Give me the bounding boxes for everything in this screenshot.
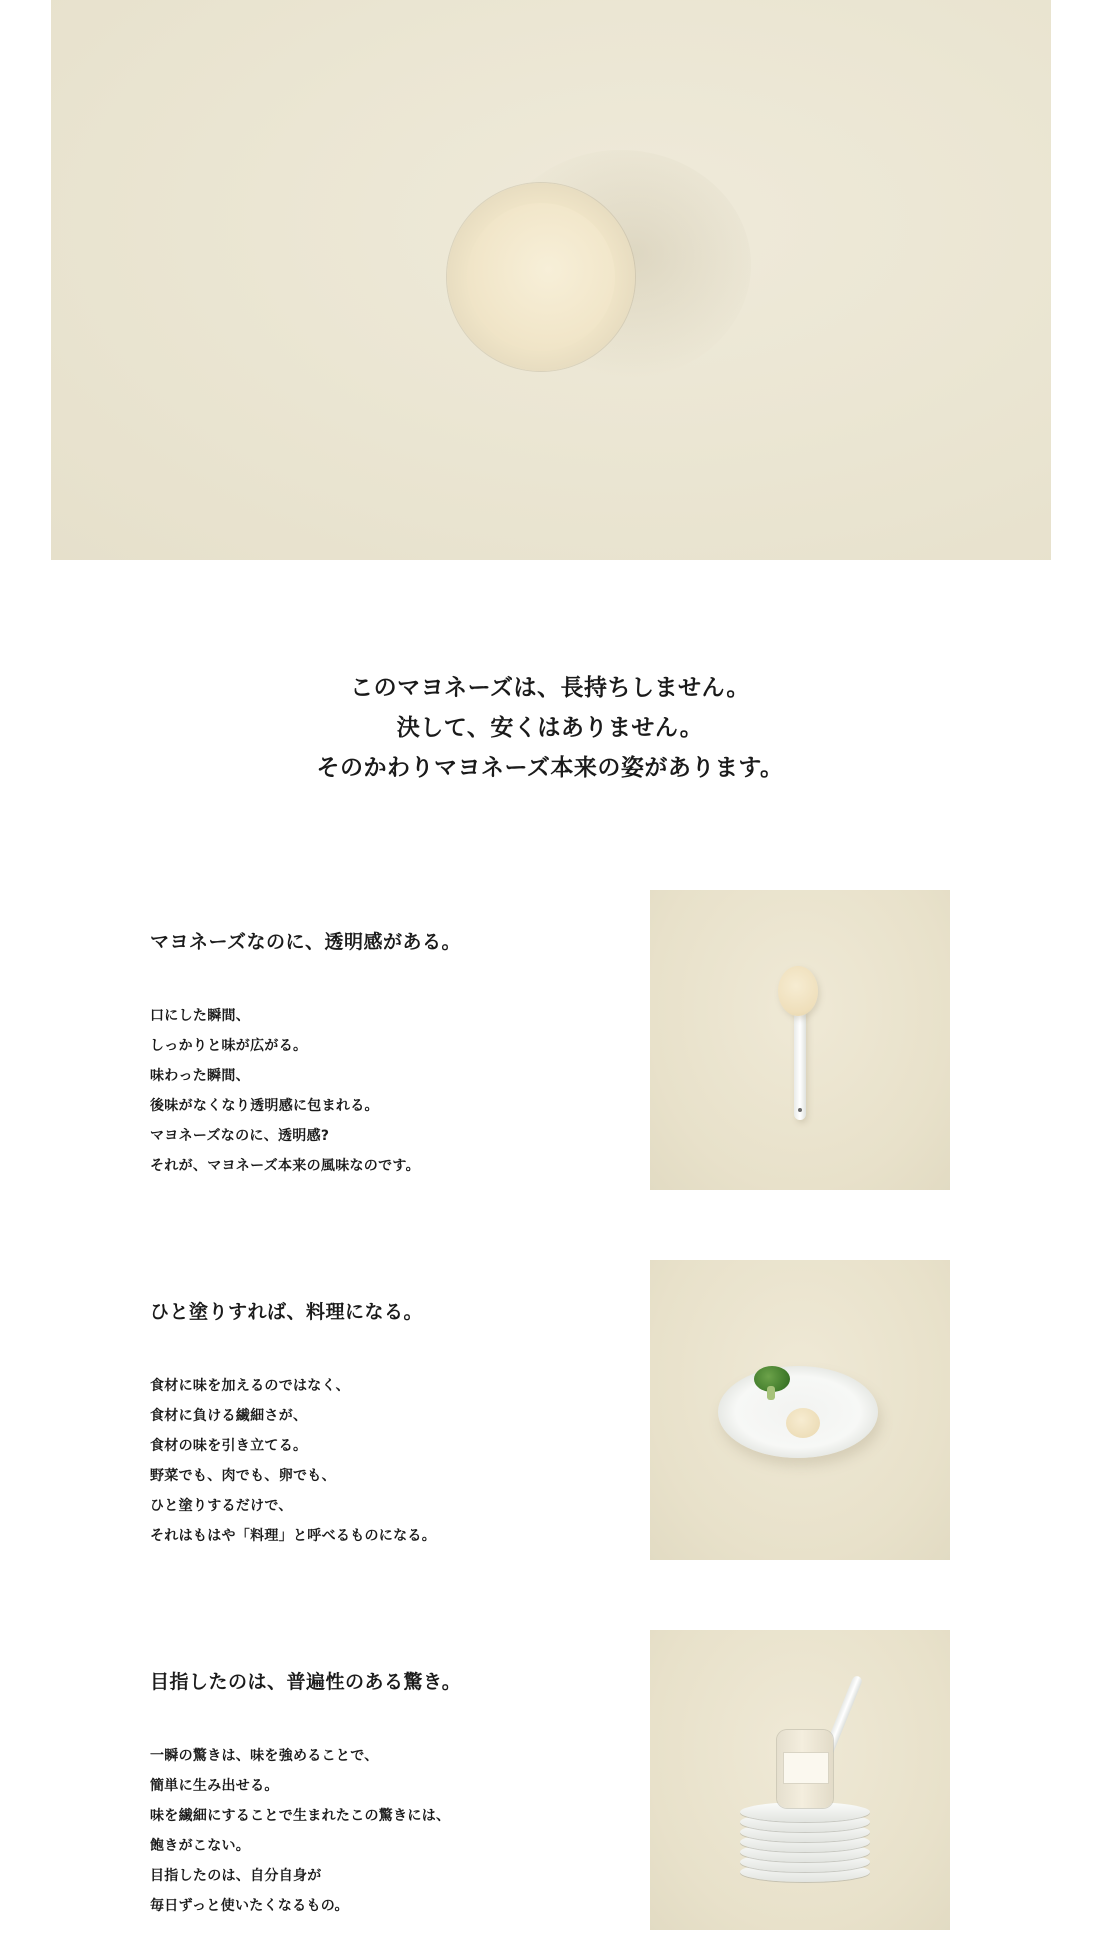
feature-body-line: 一瞬の驚きは、味を強めることで、 [150,1748,379,1764]
feature-body-line: それが、マヨネーズ本来の風味なのです。 [150,1158,420,1174]
feature-title: ひと塗りすれば、料理になる。 [150,1301,424,1323]
feature-body-line: 飽きがこない。 [150,1838,251,1854]
feature-body-line: しっかりと味が広がる。 [150,1038,308,1054]
jar-label [783,1752,829,1784]
intro-line: このマヨネーズは、長持ちしません。 [350,675,750,701]
feature-body-line: 食材に味を加えるのではなく、 [150,1378,350,1394]
feature-body-line: 目指したのは、自分自身が [150,1868,322,1884]
feature-body-line: 食材の味を引き立てる。 [150,1438,308,1454]
feature-body [150,1741,450,1921]
feature-body-line: 食材に負ける繊細さが、 [150,1408,308,1424]
mayonnaise-dollop [786,1408,820,1438]
feature-body-line: マヨネーズなのに、透明感? [150,1128,330,1144]
spoon-mayonnaise [778,966,818,1016]
feature-body-line: 後味がなくなり透明感に包まれる。 [150,1098,379,1114]
feature-body [150,1371,436,1551]
feature-body-line: 毎日ずっと使いたくなるもの。 [150,1898,349,1914]
intro-line: そのかわりマヨネーズ本来の姿があります。 [316,755,784,781]
spoon-handle [794,1008,806,1120]
feature-body-line: 口にした瞬間、 [150,1008,251,1024]
feature-body-line: 野菜でも、肉でも、卵でも、 [150,1468,336,1484]
jar-mayonnaise-surface [467,203,615,351]
spoon-hole [798,1108,802,1112]
feature-body [150,1001,420,1181]
intro-line: 決して、安くはありません。 [396,715,704,741]
photo-spoon-with-mayonnaise [650,890,950,1190]
feature-body-line: 味を繊細にすることで生まれたこの驚きには、 [150,1808,451,1824]
feature-body-line: ひと塗りするだけで、 [150,1498,293,1514]
jar-top-view [447,183,635,371]
photo-plate-with-broccoli [650,1260,950,1560]
feature-body-line: それはもはや「料理」と呼べるものになる。 [150,1528,436,1544]
hero-image-mayonnaise-jar [51,0,1051,560]
feature-title: マヨネーズなのに、透明感がある。 [150,931,462,953]
feature-body-line: 簡単に生み出せる。 [150,1778,279,1794]
feature-body-line: 味わった瞬間、 [150,1068,250,1084]
intro-statement [0,668,1100,788]
photo-jar-on-stacked-plates [650,1630,950,1930]
broccoli-stem [767,1386,775,1400]
feature-title: 目指したのは、普遍性のある驚き。 [150,1671,462,1693]
